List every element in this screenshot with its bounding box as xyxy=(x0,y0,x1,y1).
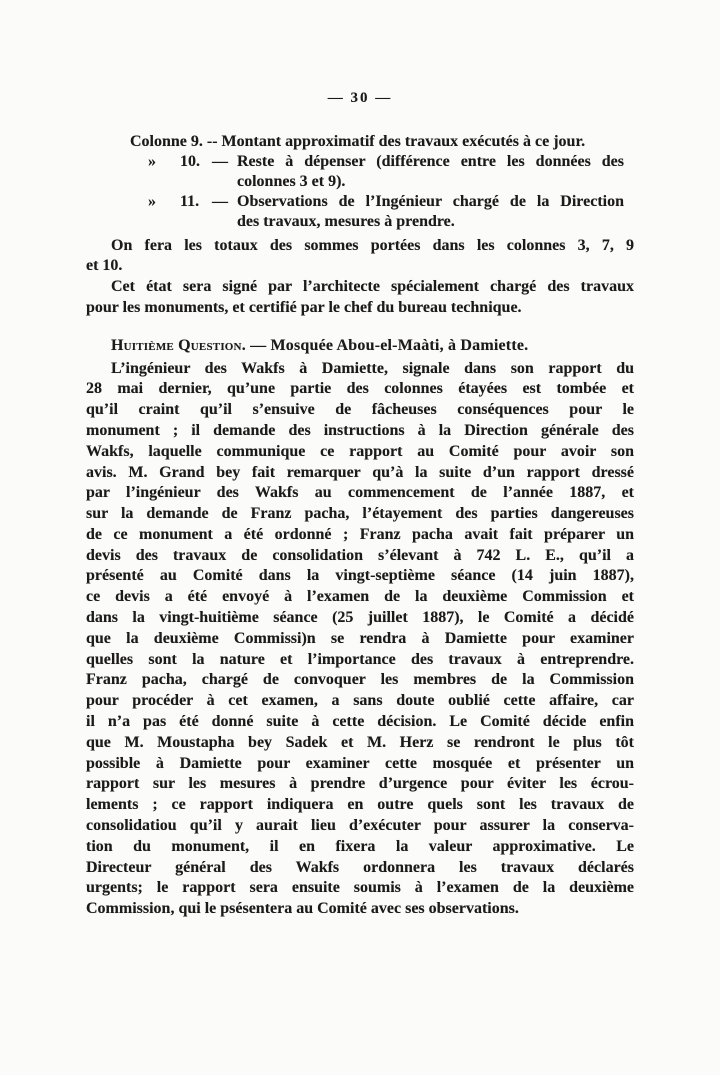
text-block xyxy=(86,88,634,920)
text-line: que la deuxième Commissi)n se rendra à Damiette pour examiner xyxy=(86,629,634,647)
list-repeat-marker: » xyxy=(148,192,156,210)
text-line: présenté au Comité dans la vingt-septième séance (14 juin 1887), xyxy=(86,567,634,585)
text-line: pour procéder à cet examen, a sans doute oublié cette affaire, car xyxy=(86,692,634,710)
list-repeat-marker: » xyxy=(148,152,156,170)
text-line: Wakfs, laquelle communique ce rapport au Comité pour avoir son xyxy=(86,442,634,460)
text-line: sur la demande de Franz pacha, l’étayement des parties dangereuses xyxy=(86,505,634,523)
list-column-number: 11. xyxy=(180,192,200,210)
text-line: il n’a pas été donné suite à cette décision. Le Comité décide enfin xyxy=(86,713,634,731)
text-line: rapport sur les mesures à prendre d’urgence pour éviter les écrou- xyxy=(86,775,634,793)
text-line: et 10. xyxy=(86,257,123,275)
section-heading xyxy=(86,336,634,357)
text-line: lements ; ce rapport indiquera en outre quels sont les travaux de xyxy=(86,796,634,814)
text-line: Directeur général des Wakfs ordonnera les travaux déclarés xyxy=(86,858,634,876)
text-line: pour les monuments, et certifié par le chef du bureau technique. xyxy=(86,298,522,316)
text-line: monument ; il demande des instructions à la Direction générale des xyxy=(86,421,634,439)
text-line: devis des travaux de consolidation s’élevant à 742 L. E., qu’il a xyxy=(86,546,634,564)
page-number: — 30 — xyxy=(327,90,393,106)
list-line-item xyxy=(86,192,634,212)
list-column-number: 10. xyxy=(180,152,200,170)
text-line: par l’ingénieur des Wakfs au commencement de l’année 1887, et xyxy=(86,484,634,502)
text-line: consolidatiou qu’il y aurait lieu d’exécuter pour assurer la conserva- xyxy=(86,817,634,835)
list-line-text: Reste à dépenser (différence entre les données des xyxy=(237,152,624,170)
main-paragraph xyxy=(86,359,634,921)
text-line: qu’il craint qu’il s’ensuive de fâcheuses conséquences pour le xyxy=(86,401,634,419)
notes-paragraphs xyxy=(86,236,634,319)
text-line: Commission, qui le psésentera au Comité avec ses observations. xyxy=(86,900,519,918)
list-line-continuation: des travaux, mesures à prendre. xyxy=(237,212,455,230)
text-line: 28 mai dernier, qu’une partie des colonnes étayées est tombée et xyxy=(86,380,634,398)
text-line: avis. M. Grand bey fait remarquer qu’à la suite d’un rapport dressé xyxy=(86,463,634,481)
list-dash: — xyxy=(212,152,228,170)
text-line: Franz pacha, chargé de convoquer les membres de la Commission xyxy=(86,671,634,689)
section-heading-label: Huitième Question. xyxy=(111,336,246,354)
section-heading-subject: — Mosquée Abou-el-Maàti, à Damiette. xyxy=(245,336,529,354)
text-line: que M. Moustapha bey Sadek et M. Herz se rendront le plus tôt xyxy=(86,733,634,751)
list-line-continuation: colonnes 3 et 9). xyxy=(237,172,346,190)
text-line: Cet état sera signé par l’architecte spécialement chargé des travaux xyxy=(111,278,634,296)
text-line: L’ingénieur des Wakfs à Damiette, signale dans son rapport du xyxy=(111,359,634,377)
text-line: urgents; le rapport sera ensuite soumis à l’examen de la deuxième xyxy=(86,879,634,897)
text-line: On fera les totaux des sommes portées dans les colonnes 3, 7, 9 xyxy=(111,236,634,254)
list-line-text: Observations de l’Ingénieur chargé de la Direction xyxy=(237,192,624,210)
text-line: tion du monument, il en fixera la valeur approximative. Le xyxy=(86,837,634,855)
text-line: de ce monument a été ordonné ; Franz pacha avait fait préparer un xyxy=(86,525,634,543)
list-line-lead: Colonne 9. -- Montant approximatif des travaux exécutés à ce jour. xyxy=(130,133,586,150)
text-line: dans la vingt-huitième séance (25 juillet 1887), le Comité a décidé xyxy=(86,609,634,627)
text-line: quelles sont la nature et l’importance des travaux à entreprendre. xyxy=(86,650,634,668)
list-dash: — xyxy=(212,192,228,210)
text-line: ce devis a été envoyé à l’examen de la deuxième Commission et xyxy=(86,588,634,606)
text-line: possible à Damiette pour examiner cette mosquée et présenter un xyxy=(86,754,634,772)
column-definition-list xyxy=(86,132,634,232)
list-line-item xyxy=(86,152,634,172)
